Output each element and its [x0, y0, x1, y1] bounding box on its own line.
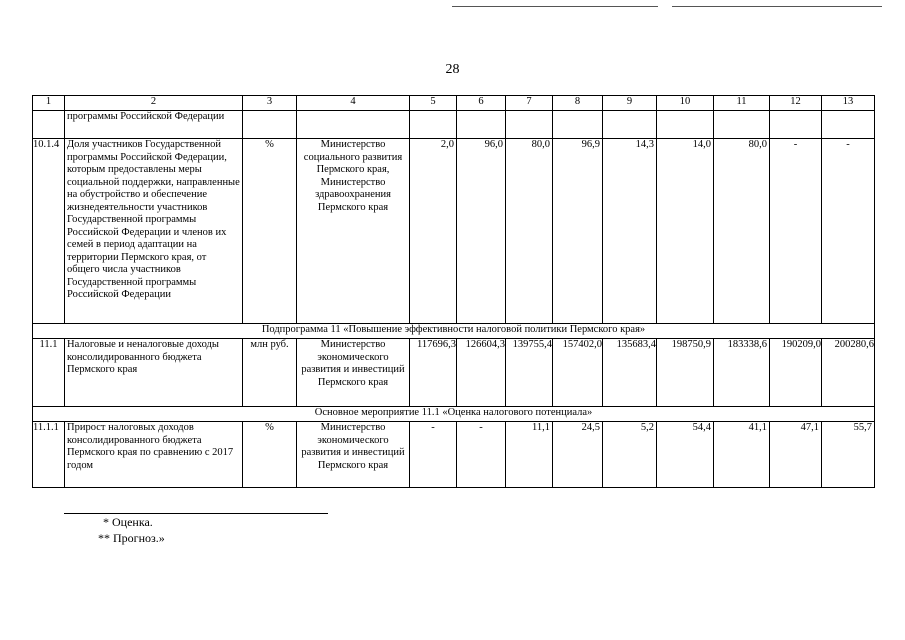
- value-cell: 55,7: [822, 422, 875, 488]
- row-code: [33, 111, 65, 139]
- row-code: 10.1.4: [33, 139, 65, 324]
- subprogram-title: Подпрограмма 11 «Повышение эффективности налоговой политики Пермского края»: [33, 324, 875, 339]
- indicator-name: программы Российской Федерации: [65, 111, 243, 139]
- value-cell: 14,0: [657, 139, 714, 324]
- indicators-table: [32, 95, 875, 488]
- column-number: 2: [65, 96, 243, 111]
- table-row-continuation: [33, 111, 875, 139]
- value-cell: -: [457, 422, 506, 488]
- main-measure-header-row: [33, 407, 875, 422]
- column-number: 4: [297, 96, 410, 111]
- column-number: 1: [33, 96, 65, 111]
- column-number: 8: [553, 96, 603, 111]
- row-code: 11.1.1: [33, 422, 65, 488]
- column-number: 12: [770, 96, 822, 111]
- value-cell: 2,0: [410, 139, 457, 324]
- responsible-body: [297, 111, 410, 139]
- indicator-name: Прирост налоговых доходов консолидированного бюджета Пермского края по сравнению с 2017 годом: [65, 422, 243, 488]
- value-cell: 54,4: [657, 422, 714, 488]
- value-cell: 157402,0: [553, 339, 603, 407]
- column-number: 7: [506, 96, 553, 111]
- value-cell: [603, 111, 657, 139]
- value-cell: [410, 111, 457, 139]
- column-number: 6: [457, 96, 506, 111]
- unit: %: [243, 139, 297, 324]
- unit: [243, 111, 297, 139]
- value-cell: 14,3: [603, 139, 657, 324]
- value-cell: 96,9: [553, 139, 603, 324]
- top-border-line-right: [672, 6, 882, 7]
- value-cell: [457, 111, 506, 139]
- column-number: 10: [657, 96, 714, 111]
- unit: %: [243, 422, 297, 488]
- value-cell: [553, 111, 603, 139]
- column-number: 11: [714, 96, 770, 111]
- footnote-forecast: ** Прогноз.»: [98, 531, 165, 545]
- value-cell: -: [410, 422, 457, 488]
- value-cell: 80,0: [506, 139, 553, 324]
- page-number: 28: [445, 62, 460, 77]
- subprogram-header-row: [33, 324, 875, 339]
- value-cell: -: [770, 139, 822, 324]
- value-cell: [770, 111, 822, 139]
- value-cell: [714, 111, 770, 139]
- responsible-body: Министерство социального развития Пермского края, Министерство здравоохранения Пермского края: [297, 139, 410, 324]
- value-cell: 80,0: [714, 139, 770, 324]
- column-number: 13: [822, 96, 875, 111]
- main-measure-title: Основное мероприятие 11.1 «Оценка налогового потенциала»: [33, 407, 875, 422]
- value-cell: 11,1: [506, 422, 553, 488]
- value-cell: 5,2: [603, 422, 657, 488]
- value-cell: 183338,6: [714, 339, 770, 407]
- table-row-11-1-1: [33, 422, 875, 488]
- value-cell: 198750,9: [657, 339, 714, 407]
- indicator-name: Доля участников Государственной программы Российской Федерации, которым предоставлены меры социальной поддержки, направленные на обустройство и обеспечение жизнедеятельности участников Государственной программы Российской Федерации и членов их семей в период адаптации на территории Пермского края, от общего числа участников Государственной программы Российской Федерации: [65, 139, 243, 324]
- row-code: 11.1: [33, 339, 65, 407]
- value-cell: 47,1: [770, 422, 822, 488]
- footnote-estimate: * Оценка.: [103, 515, 153, 529]
- responsible-body: Министерство экономического развития и инвестиций Пермского края: [297, 339, 410, 407]
- top-border-line-left: [452, 6, 658, 7]
- value-cell: 41,1: [714, 422, 770, 488]
- value-cell: 117696,3: [410, 339, 457, 407]
- value-cell: [822, 111, 875, 139]
- table-row-11-1: [33, 339, 875, 407]
- footnote-separator: [64, 513, 328, 514]
- value-cell: 96,0: [457, 139, 506, 324]
- value-cell: 139755,4: [506, 339, 553, 407]
- column-number: 9: [603, 96, 657, 111]
- value-cell: 190209,0: [770, 339, 822, 407]
- unit: млн руб.: [243, 339, 297, 407]
- value-cell: 24,5: [553, 422, 603, 488]
- value-cell: -: [822, 139, 875, 324]
- value-cell: [506, 111, 553, 139]
- value-cell: 200280,6: [822, 339, 875, 407]
- column-number: 3: [243, 96, 297, 111]
- column-number: 5: [410, 96, 457, 111]
- value-cell: 135683,4: [603, 339, 657, 407]
- indicator-name: Налоговые и неналоговые доходы консолидированного бюджета Пермского края: [65, 339, 243, 407]
- value-cell: [657, 111, 714, 139]
- column-number-row: [33, 96, 875, 111]
- table-row-10-1-4: [33, 139, 875, 324]
- value-cell: 126604,3: [457, 339, 506, 407]
- responsible-body: Министерство экономического развития и инвестиций Пермского края: [297, 422, 410, 488]
